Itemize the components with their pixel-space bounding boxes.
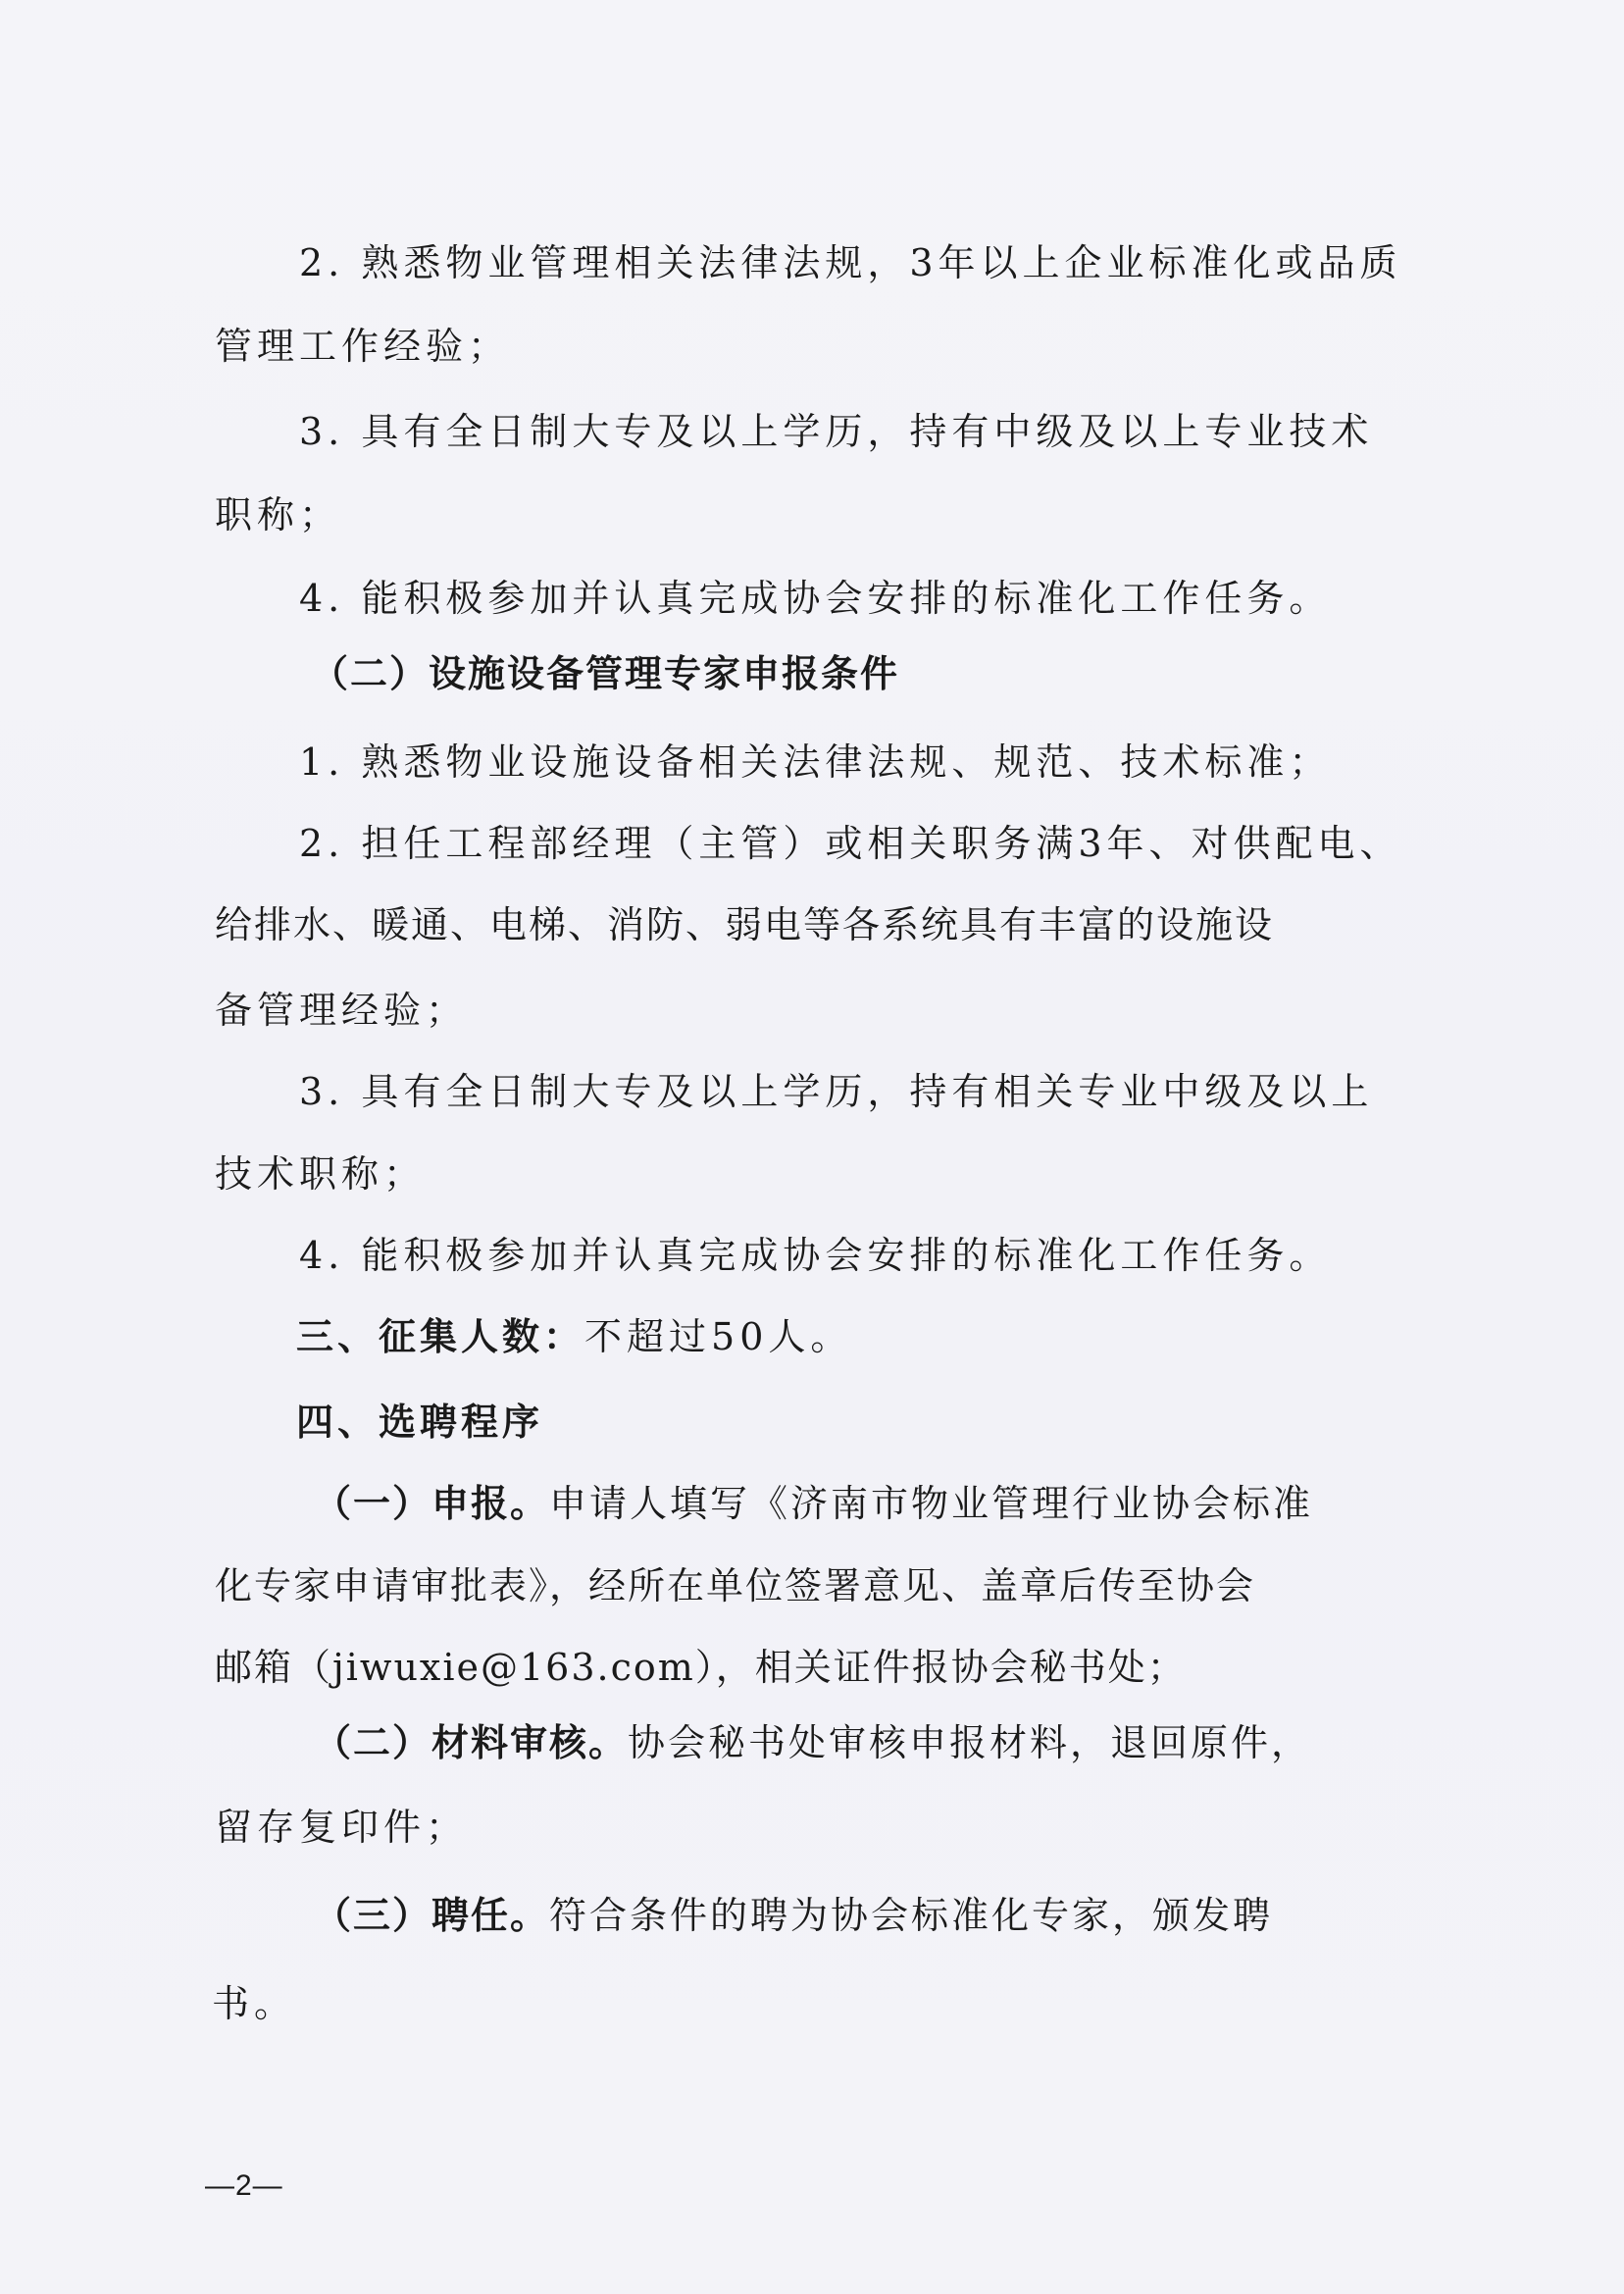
procedure-step-1-email-line: 邮箱（jiwuxie@163.com），相关证件报协会秘书处；	[215, 1646, 1187, 1689]
recruit-count-heading: 三、征集人数：	[296, 1315, 585, 1358]
requirement-item-continuation: 管理工作经验；	[215, 325, 511, 368]
step-2-text: 协会秘书处审核申报材料，退回原件，	[628, 1721, 1312, 1764]
procedure-step-3-continuation: 书。	[212, 1982, 297, 2025]
page-number: —2—	[205, 2169, 283, 2202]
requirement-item: 3. 具有全日制大专及以上学历，持有相关专业中级及以上	[299, 1070, 1374, 1113]
requirement-item: 2. 担任工程部经理（主管）或相关职务满3年、对供配电、	[299, 822, 1402, 865]
step-1-label: （一）申报。	[314, 1481, 550, 1525]
requirement-item: 3. 具有全日制大专及以上学历，持有中级及以上专业技术	[299, 410, 1374, 453]
step-2-label: （二）材料审核。	[314, 1720, 629, 1764]
requirement-item-continuation: 技术职称；	[215, 1152, 427, 1196]
procedure-step-1	[314, 1480, 1313, 1527]
procedure-step-2-continuation: 留存复印件；	[215, 1806, 469, 1849]
procedure-heading: 四、选聘程序	[296, 1401, 544, 1444]
procedure-step-3	[314, 1892, 1273, 1939]
procedure-step-1-continuation: 化专家申请审批表》，经所在单位签署意见、盖章后传至协会	[215, 1564, 1256, 1607]
procedure-step-2	[314, 1719, 1311, 1766]
requirement-item: 1. 熟悉物业设施设备相关法律法规、规范、技术标准；	[299, 740, 1332, 784]
step-3-text: 符合条件的聘为协会标准化专家，颁发聘	[549, 1894, 1274, 1937]
step-3-label: （三）聘任。	[314, 1893, 550, 1937]
step-1-text: 申请人填写《济南市物业管理行业协会标准	[549, 1482, 1314, 1525]
recruit-count-row	[296, 1313, 852, 1360]
requirement-item: 4. 能积极参加并认真完成协会安排的标准化工作任务。	[299, 1234, 1332, 1277]
requirement-item-continuation: 给排水、暖通、电梯、消防、弱电等各系统具有丰富的设施设	[215, 903, 1275, 946]
section-heading: （二）设施设备管理专家申报条件	[311, 651, 900, 695]
requirement-item-continuation: 备管理经验；	[215, 989, 469, 1032]
recruit-count-value: 不超过50人。	[584, 1315, 853, 1358]
requirement-item-continuation: 职称；	[215, 493, 342, 536]
requirement-item: 2. 熟悉物业管理相关法律法规，3年以上企业标准化或品质	[299, 241, 1402, 284]
requirement-item: 4. 能积极参加并认真完成协会安排的标准化工作任务。	[299, 577, 1332, 620]
